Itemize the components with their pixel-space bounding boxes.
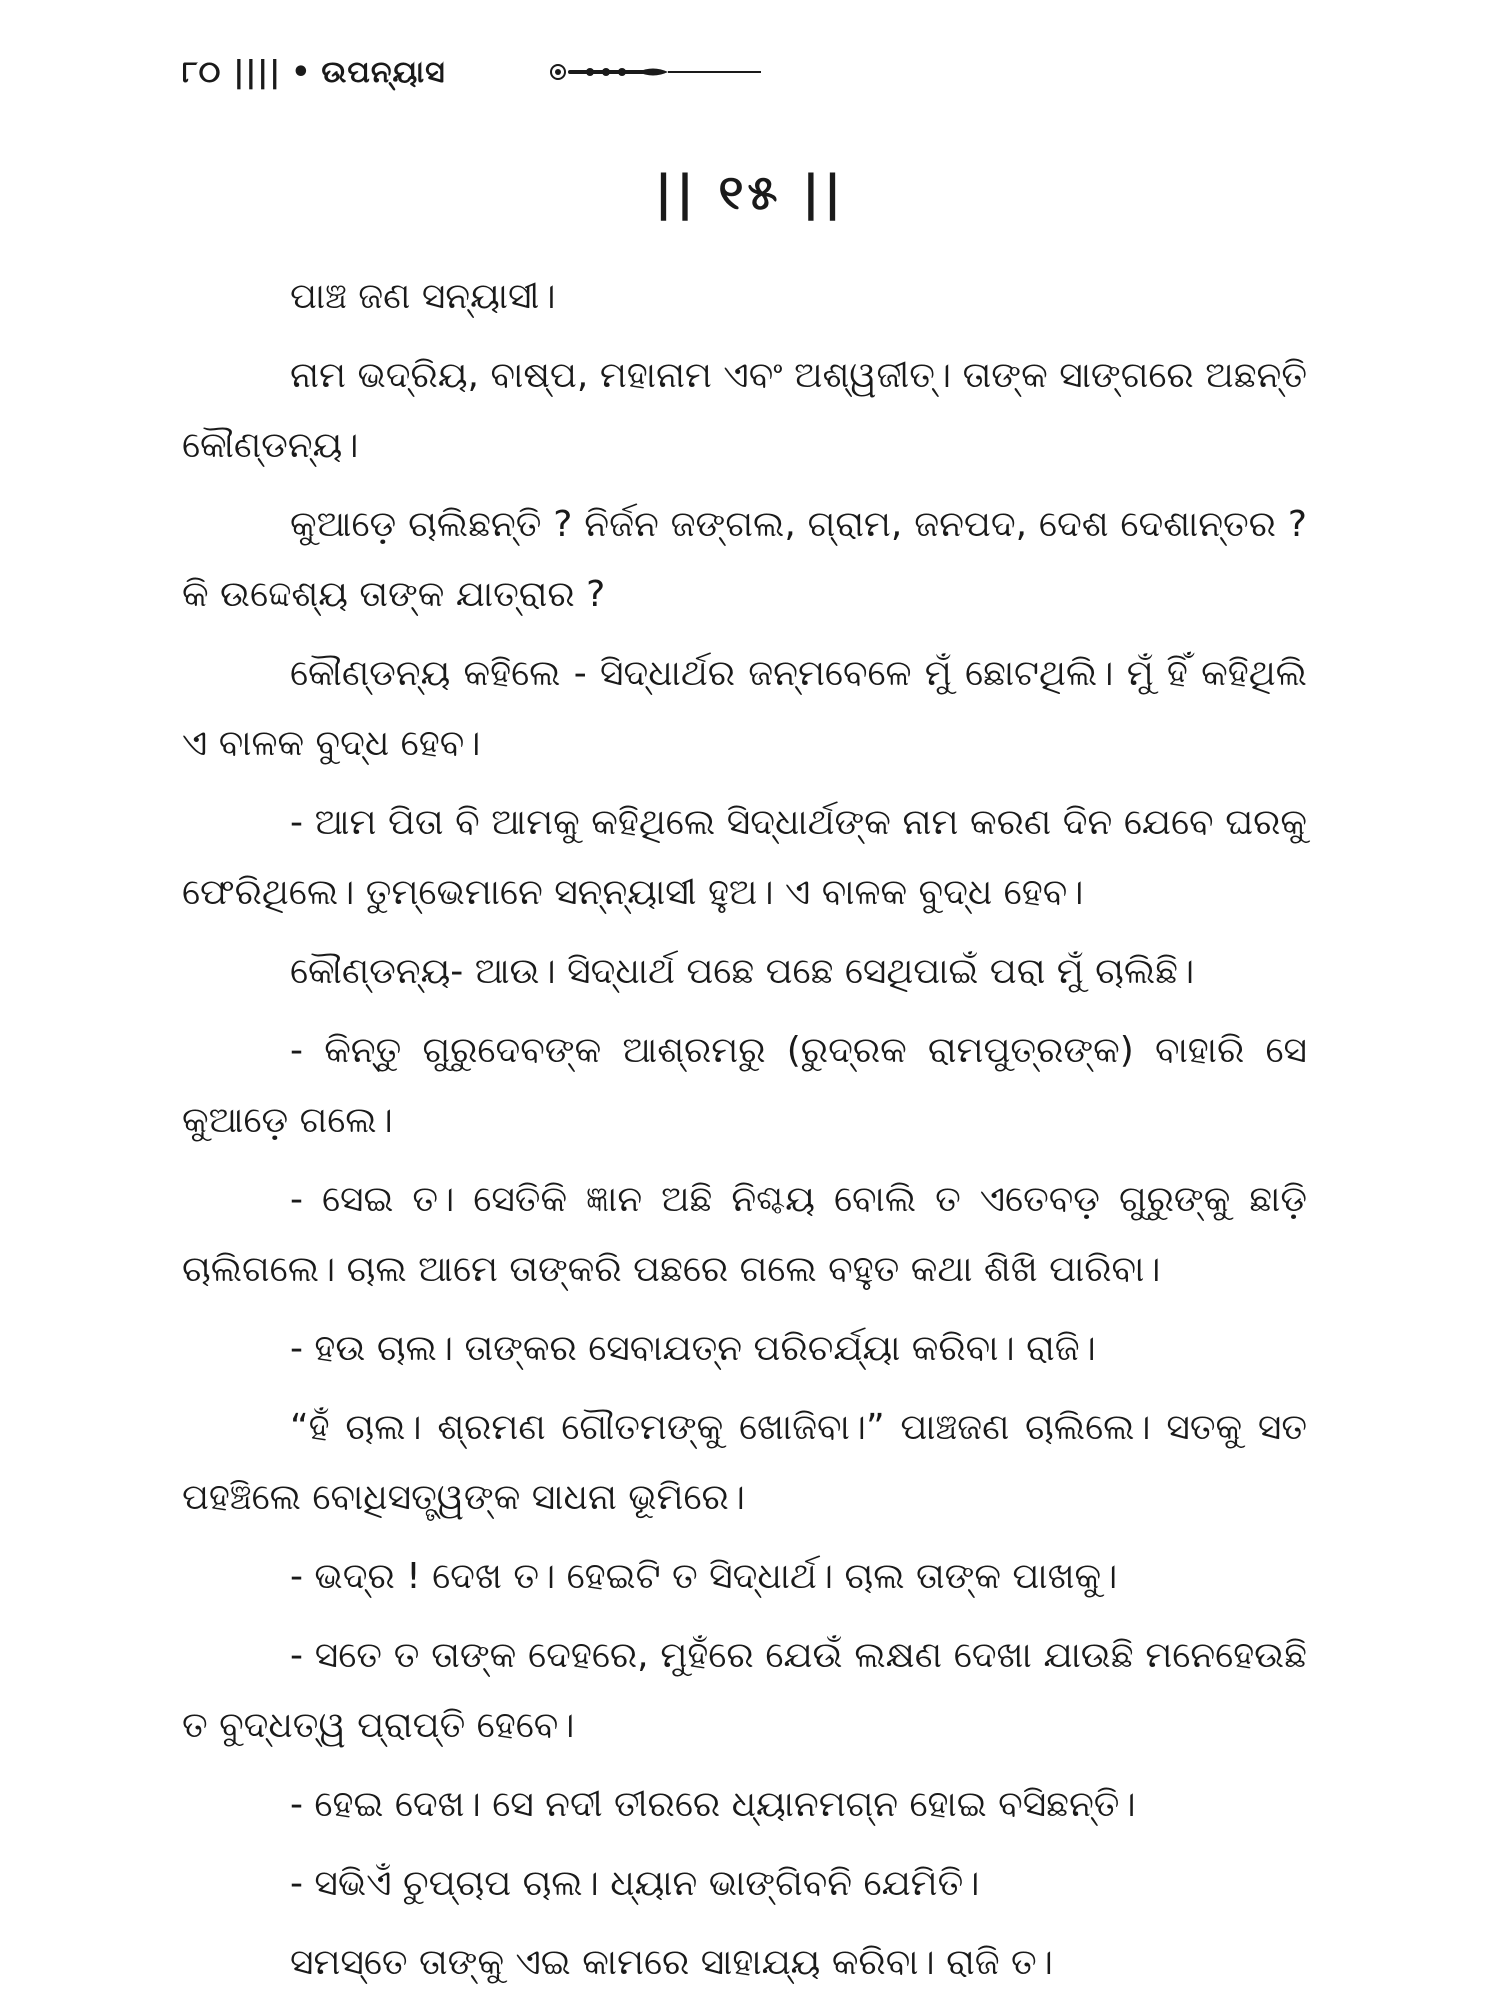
paragraph: ନାମ ଭଦ୍ରିୟ, ବାଷ୍ପ, ମହାନାମ ଏବଂ ଅଶ୍ୱଜୀତ୍। ତାଙ୍କ ସାଙ୍ଗରେ ଅଛନ୍ତି କୌଣ୍ଡନ୍ୟ।	[182, 355, 1307, 466]
paragraph: କୌଣ୍ଡନ୍ୟ କହିଲେ - ସିଦ୍ଧାର୍ଥର ଜନ୍ମବେଳେ ମୁଁ ଛୋଟଥିଲି। ମୁଁ ହିଁ କହିଥିଲି ଏ ବାଳକ ବୁଦ୍ଧ ହେବ।	[182, 653, 1307, 764]
body-text	[182, 262, 1307, 2000]
paragraph: ସମସ୍ତେ ତାଙ୍କୁ ଏଇ କାମରେ ସାହାଯ୍ୟ କରିବା। ରାଜି ତ।	[290, 1942, 1053, 1983]
book-title: ଉପନ୍ୟାସ	[321, 54, 446, 90]
paragraph: - କିନ୍ତୁ ଗୁରୁଦେବଙ୍କ ଆଶ୍ରମରୁ (ରୁଦ୍ରକ ରାମପୁତ୍ରଙ୍କ) ବାହାରି ସେ କୁଆଡ଼େ ଗଲେ।	[182, 1030, 1307, 1141]
paragraph: - ଆମ ପିତା ବି ଆମକୁ କହିଥିଲେ ସିଦ୍ଧାର୍ଥଙ୍କ ନାମ କରଣ ଦିନ ଯେବେ ଘରକୁ ଫେରିଥିଲେ। ତୁମ୍ଭେମାନେ ସନ୍ନ୍ୟାସୀ ହୁଅ। ଏ ବାଳକ ବୁଦ୍ଧ ହେବ।	[182, 802, 1307, 913]
paragraph: - ସଭିଏଁ ଚୁପ୍‌ଚାପ ଚାଲ। ଧ୍ୟାନ ଭାଙ୍ଗିବନି ଯେମିତି।	[290, 1863, 980, 1904]
header-marks: ||||	[233, 54, 282, 90]
paragraph: - ସତେ ତ ତାଙ୍କ ଦେହରେ, ମୁହଁରେ ଯେଉଁ ଲକ୍ଷଣ ଦେଖା ଯାଉଛି ମନେହେଉଛି ତ ବୁଦ୍ଧତ୍ୱ ପ୍ରାପ୍ତି ହେବେ।	[182, 1635, 1307, 1746]
paragraph: - ସେଇ ତ। ସେତିକି ଜ୍ଞାନ ଅଛି ନିଶ୍ଚୟ ବୋଲି ତ ଏତେବଡ଼ ଗୁରୁଙ୍କୁ ଛାଡ଼ି ଚାଲିଗଲେ। ଚାଲ ଆମେ ତାଙ୍କରି ପଛରେ ଗଲେ ବହୁତ କଥା ଶିଖି ପାରିବା।	[182, 1179, 1307, 1290]
paragraph: କୁଆଡ଼େ ଚାଲିଛନ୍ତି ? ନିର୍ଜନ ଜଙ୍ଗଲ, ଗ୍ରାମ, ଜନପଦ, ଦେଶ ଦେଶାନ୍ତର ? କି ଉଦ୍ଦେଶ୍ୟ ତାଙ୍କ ଯାତ୍ରାର ?	[182, 504, 1307, 615]
paragraph: କୌଣ୍ଡନ୍ୟ- ଆଉ। ସିଦ୍ଧାର୍ଥ ପଛେ ପଛେ ସେଥିପାଇଁ ପରା ମୁଁ ଚାଲିଛି।	[290, 951, 1195, 992]
paragraph: ପାଞ୍ଚ ଜଣ ସନ୍ୟାସୀ।	[290, 276, 556, 317]
page-number: ୮୦	[182, 54, 222, 90]
chapter-number: || ୧୫ ||	[654, 165, 846, 221]
paragraph: - ହଉ ଚାଲ। ତାଙ୍କର ସେବାଯତ୍ନ ପରିଚର୍ଯ୍ୟା କରିବା। ରାଜି।	[290, 1328, 1096, 1369]
paragraph: - ଭଦ୍ର ! ଦେଖ ତ। ହେଇଟି ତ ସିଦ୍ଧାର୍ଥ। ଚାଲ ତାଙ୍କ ପାଖକୁ।	[290, 1556, 1118, 1597]
running-header	[182, 52, 446, 92]
header-bullet: •	[291, 54, 312, 90]
paragraph: - ହେଇ ଦେଖ। ସେ ନଦୀ ତୀରରେ ଧ୍ୟାନମଗ୍ନ ହୋଇ ବସିଛନ୍ତି।	[290, 1784, 1136, 1825]
paragraph: “ହଁ ଚାଲ। ଶ୍ରମଣ ଗୌତମଙ୍କୁ ଖୋଜିବା।” ପାଞ୍ଚଜଣ ଚାଲିଲେ। ସତକୁ ସତ ପହଞ୍ଚିଲେ ବୋଧିସତ୍ତ୍ୱଙ୍କ ସାଧନା ଭୂମିରେ।	[182, 1407, 1307, 1518]
header-ornament	[548, 60, 763, 84]
